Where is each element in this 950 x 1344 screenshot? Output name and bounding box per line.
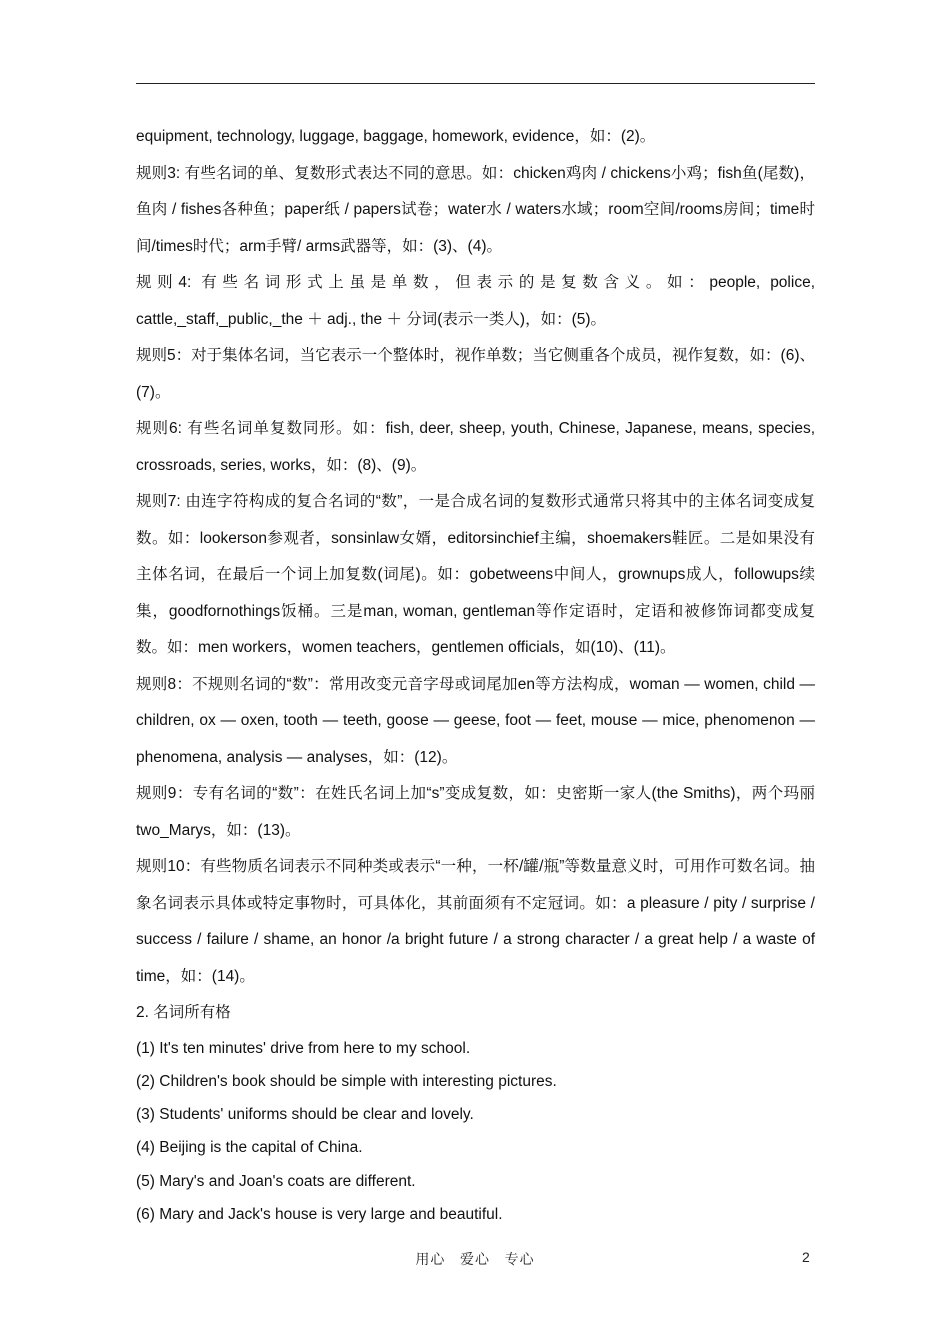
example-sentence-2: (2) Children's book should be simple with interesting pictures. — [136, 1072, 557, 1090]
footer-motto: 用心 爱心 专心 — [415, 1251, 535, 1267]
paragraph-rule-6: 规则6: 有些名词单复数同形。如：fish, deer, sheep, youth, Chinese, Japanese, means, species, crossroads, series, works，如：(8)、(9)。 — [136, 420, 815, 474]
example-sentence-4: (4) Beijing is the capital of China. — [136, 1139, 363, 1157]
page-number: 2 — [802, 1249, 810, 1265]
paragraph-rule-4: 规则4: 有些名词形式上虽是单数，但表示的是复数含义。如：people, police, cattle,_staff,_public,_the ＋ adj., the ＋ 分词(表示一类人)，如：(5)。 — [136, 274, 815, 328]
paragraph-rule-10: 规则10：有些物质名词表示不同种类或表示“一种，一杯/罐/瓶”等数量意义时，可用作可数名词。抽象名词表示具体或特定事物时，可具体化，其前面须有不定冠词。如：a pleasure / pity / surprise / success / failure / shame, an honor /a bright future / a strong character / a great help / a waste of time，如：(14)。 — [136, 858, 815, 985]
paragraph-rule-9: 规则9：专有名词的“数”：在姓氏名词上加“s”变成复数，如：史密斯一家人(the Smiths)，两个玛丽two_Marys，如：(13)。 — [136, 785, 815, 839]
paragraph-rule-5: 规则5：对于集体名词，当它表示一个整体时，视作单数；当它侧重各个成员，视作复数，如：(6)、(7)。 — [136, 347, 815, 401]
example-sentence-3: (3) Students' uniforms should be clear and lovely. — [136, 1106, 474, 1124]
section-heading-possessive: 2. 名词所有格 — [136, 1004, 231, 1021]
example-sentence-1: (1) It's ten minutes' drive from here to my school. — [136, 1039, 471, 1057]
document-body — [136, 119, 815, 1231]
paragraph-rule-3: 规则3: 有些名词的单、复数形式表达不同的意思。如：chicken鸡肉 / chickens小鸡；fish鱼(尾数)，鱼肉 / fishes各种鱼；paper纸 / papers试卷；water水 / waters水域；room空间/rooms房间；time时间/times时代；arm手臂/ arms武器等，如：(3)、(4)。 — [136, 164, 815, 255]
header-rule — [136, 83, 815, 84]
example-sentence-5: (5) Mary's and Joan's coats are different. — [136, 1172, 416, 1190]
example-sentence-6: (6) Mary and Jack's house is very large and beautiful. — [136, 1205, 503, 1223]
paragraph-rule-7: 规则7: 由连字符构成的复合名词的“数”，一是合成名词的复数形式通常只将其中的主体名词变成复数。如：lookerson参观者，sonsinlaw女婿，editorsinchief主编，shoemakers鞋匠。二是如果没有主体名词，在最后一个词上加复数(词尾)。如：gobetweens中间人，grownups成人，followups续集，goodfornothings饭桶。三是man, woman, gentleman等作定语时，定语和被修饰词都变成复数。如：men workers，women teachers，gentlemen officials，如(10)、(11)。 — [136, 493, 815, 656]
paragraph-continuation: equipment, technology, luggage, baggage, homework, evidence，如：(2)。 — [136, 128, 656, 145]
paragraph-rule-8: 规则8：不规则名词的“数”：常用改变元音字母或词尾加en等方法构成，woman — women, child — children, ox — oxen, tooth — teeth, goose — geese, foot — feet, mouse — mice, phenomenon — phenomena, analysis — analyses，如：(12)。 — [136, 675, 815, 766]
